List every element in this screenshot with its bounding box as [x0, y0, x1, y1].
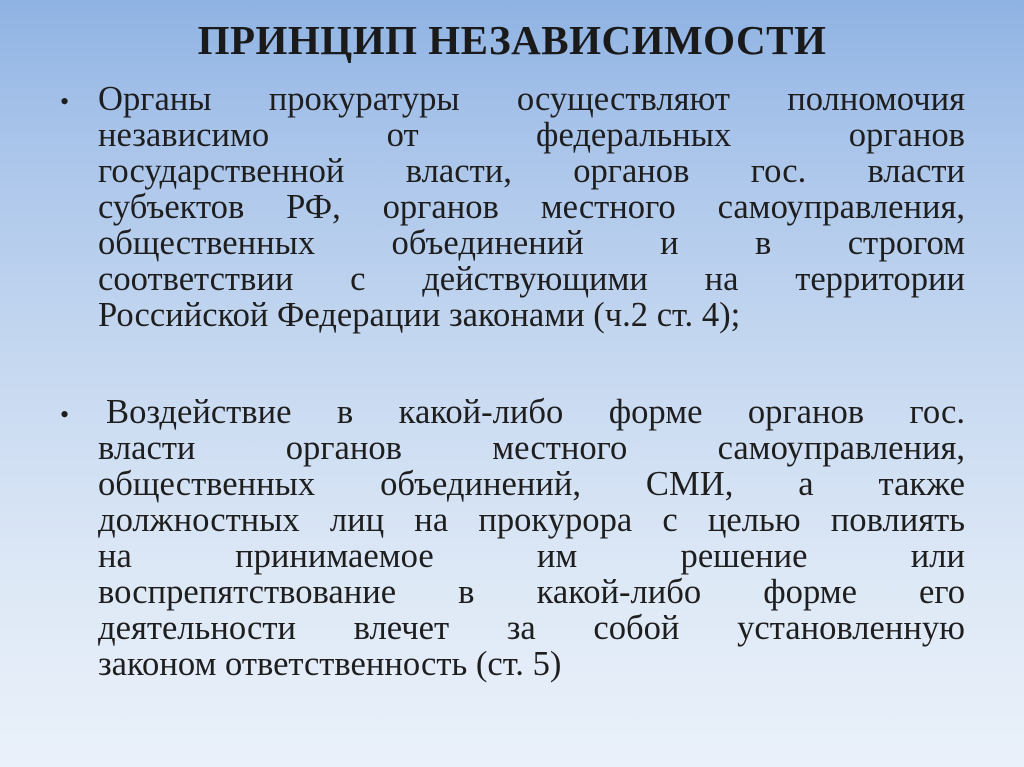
- slide-title: ПРИНЦИП НЕЗАВИСИМОСТИ: [197, 17, 827, 63]
- bullet-line: должностных лиц на прокурора с целью повлиять: [98, 501, 965, 539]
- bullet-line: общественных объединений и в строгом: [98, 224, 965, 262]
- bullet-line: Российской Федерации законами (ч.2 ст. 4);: [98, 296, 741, 334]
- bullet-line: деятельности влечет за собой установленную: [98, 609, 965, 647]
- bullet-line: власти органов местного самоуправления,: [98, 429, 965, 467]
- bullet-line: воспрепятствование в какой-либо форме его: [98, 573, 965, 611]
- bullet-line: Органы прокуратуры осуществляют полномочия: [98, 80, 965, 118]
- bullet-line: на принимаемое им решение или: [98, 537, 965, 575]
- bullet-line: независимо от федеральных органов: [98, 116, 965, 154]
- bullet-marker: •: [60, 400, 70, 429]
- bullet-line: государственной власти, органов гос. власти: [98, 152, 965, 190]
- bullet-line: общественных объединений, СМИ, а также: [98, 465, 965, 503]
- bullet-line: субъектов РФ, органов местного самоуправления,: [98, 188, 965, 226]
- bullet-line: Воздействие в какой-либо форме органов гос.: [106, 393, 965, 431]
- bullet-line: законом ответственность (ст. 5): [98, 645, 562, 683]
- bullet-line: соответствии с действующими на территории: [98, 260, 965, 298]
- bullet-marker: •: [60, 87, 70, 116]
